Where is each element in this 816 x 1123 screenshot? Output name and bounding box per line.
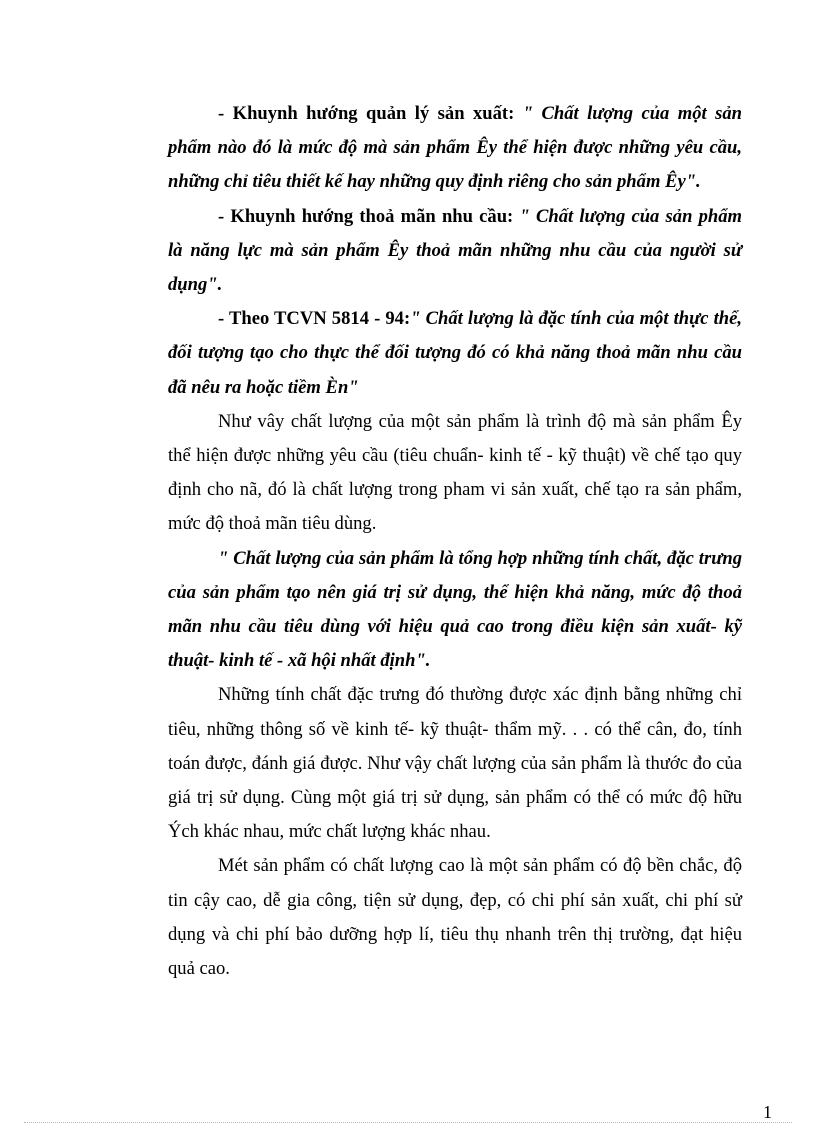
document-body bbox=[168, 97, 742, 986]
tcvn-lead: - Theo TCVN 5814 - 94: bbox=[218, 308, 411, 330]
trend-production-lead: - Khuynh hướng quản lý sản xuất: bbox=[218, 103, 523, 124]
trend-production-quote: " Chất lượng của một sản phẩm nào đó là mức độ mà sản phẩm Êy thể hiện được những yêu cầu, những chỉ tiêu thiết kế hay những quy định riêng cho sản phẩm Êy". bbox=[168, 103, 742, 193]
trend-consumer-paragraph bbox=[168, 200, 742, 303]
body-paragraph-2: Những tính chất đặc trưng đó thường được xác định bằng những chỉ tiêu, những thông số về kinh tế- kỹ thuật- thẩm mỹ. . . có thể cân, đo, tính toán được, đánh giá được. Như vậy chất lượng của sản phẩm là thước đo của giá trị sử dụng. Cùng một giá trị sử dụng, sản phẩm có thể có mức độ hữu Ých khác nhau, mức chất lượng khác nhau. bbox=[168, 684, 742, 843]
body-paragraph-3: Mét sản phẩm có chất lượng cao là một sản phẩm có độ bền chắc, độ tin cậy cao, dễ gia công, tiện sử dụng, đẹp, có chi phí sản xuất, chi phí sử dụng và chi phí bảo dưỡng hợp lí, tiêu thụ nhanh trên thị trường, đạt hiệu quả cao. bbox=[168, 855, 742, 980]
page-number: 1 bbox=[763, 1102, 772, 1122]
trend-production-paragraph bbox=[168, 97, 742, 200]
trend-consumer-quote: " Chất lượng của sản phẩm là năng lực mà sản phẩm Êy thoả mãn những nhu cầu của người sử dụng". bbox=[168, 205, 742, 296]
definition-paragraph: " Chất lượng của sản phẩm là tổng hợp những tính chất, đặc trưng của sản phẩm tạo nên giá trị sử dụng, thể hiện khả năng, mức độ thoả mãn nhu cầu tiêu dùng với hiệu quả cao trong điều kiện sản xuất- kỹ thuật- kinh tế - xã hội nhất định". bbox=[168, 547, 742, 672]
tcvn-quote: " Chất lượng là đặc tính của một thực thể, đối tượng tạo cho thực thể đối tượng đó có khả năng thoả mãn nhu cầu đã nêu ra hoặc tiềm Èn" bbox=[168, 308, 743, 398]
tcvn-paragraph bbox=[168, 302, 742, 405]
body-paragraph-1: Như vây chất lượng của một sản phẩm là trình độ mà sản phẩm Êy thể hiện được những yêu cầu (tiêu chuẩn- kinh tế - kỹ thuật) về chế tạo quy định cho nã, đó là chất lượng trong pham vi sản xuất, chế tạo ra sản phẩm, mức độ thoả mãn tiêu dùng. bbox=[168, 410, 742, 535]
trend-consumer-lead: - Khuynh hướng thoả mãn nhu cầu: bbox=[218, 205, 520, 227]
